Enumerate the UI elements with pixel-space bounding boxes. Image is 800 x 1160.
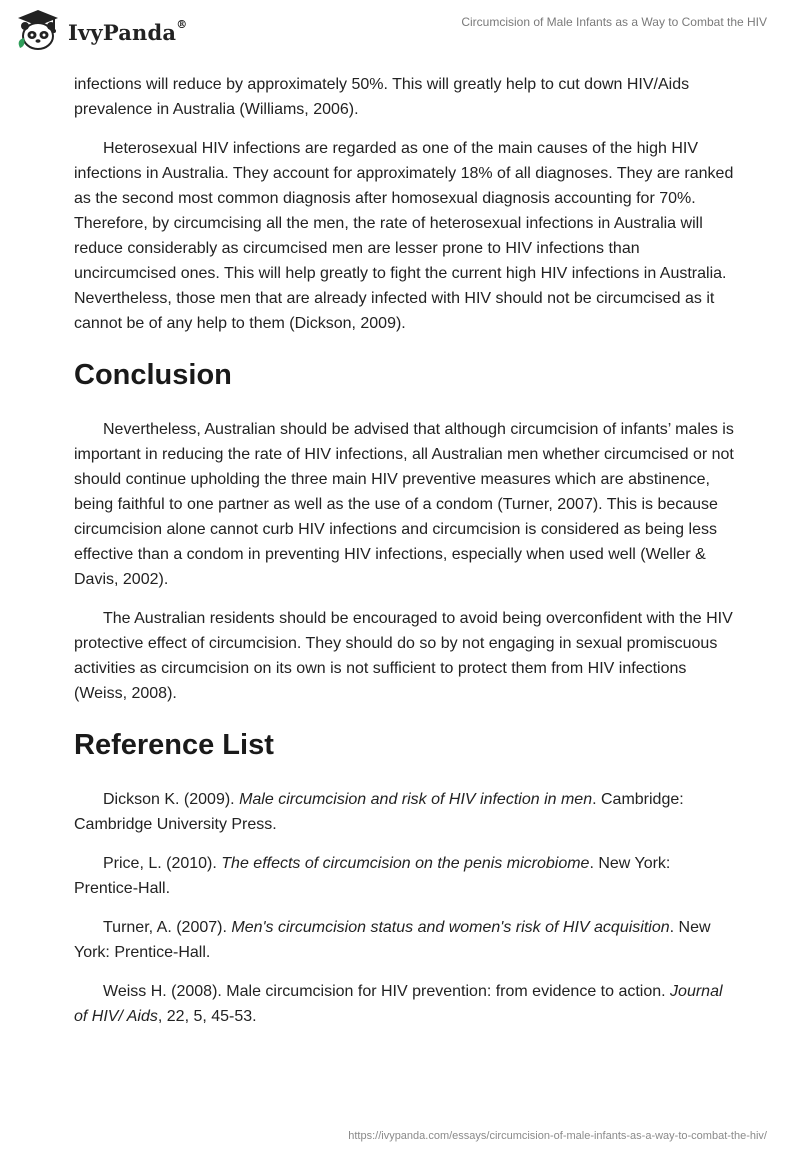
conclusion-heading: Conclusion [74, 359, 232, 391]
paragraph-heterosexual-infections: Heterosexual HIV infections are regarded as one of the main causes of the high HIV infections in Australia. They account for approximately 18% of all diagnoses. They are ranked as the second most common diagnosis after homosexual diagnosis accounting for 70%. Therefore, by circumcising all the men, the rate of heterosexual infections in Australia will reduce considerably as circumcised men are lesser prone to HIV infections than uncircumcised ones. This will help greatly to fight the current high HIV infections in Australia. Nevertheless, those men that are already infected with HIV should not be circumcised as it cannot be of any help to them (Dickson, 2009). [74, 140, 734, 332]
essay-content [74, 68, 734, 1043]
conclusion-paragraph-1: Nevertheless, Australian should be advised that although circumcision of infants’ males is important in reducing the rate of HIV infections, all Australian men whether circumcised or not should continue upholding the three main HIV preventive measures which are abstinence, being faithful to one partner as well as the use of a condom (Turner, 2007). This is because circumcision alone cannot curb HIV infections and circumcision is considered as being less effective than a condom in preventing HIV infections, especially when used well (Weller & Davis, 2002). [74, 421, 734, 588]
reference-item: Dickson K. (2009). Male circumcision and risk of HIV infection in men. Cambridge: Cambridge University Press. [74, 791, 684, 833]
brand-name: IvyPanda® [68, 17, 188, 45]
conclusion-paragraph-2: The Australian residents should be encouraged to avoid being overconfident with the HIV protective effect of circumcision. They should do so by not engaging in sexual promiscuous activities as circumcision on its own is not sufficient to protect them from HIV infections (Weiss, 2008). [74, 610, 733, 702]
footer-url-link[interactable]: https://ivypanda.com/essays/circumcision-of-male-infants-as-a-way-to-combat-the-hiv/ [348, 1130, 767, 1142]
reference-item: Price, L. (2010). The effects of circumcision on the penis microbiome. New York: Prentice-Hall. [74, 855, 671, 897]
reference-item: Turner, A. (2007). Men's circumcision status and women's risk of HIV acquisition. New York: Prentice-Hall. [74, 919, 711, 961]
paragraph-continuation: infections will reduce by approximately 50%. This will greatly help to cut down HIV/Aids prevalence in Australia (Williams, 2006). [74, 76, 690, 118]
reference-list-heading: Reference List [74, 729, 274, 761]
panda-graduate-icon [14, 8, 62, 52]
document-title: Circumcision of Male Infants as a Way to Combat the HIV [461, 15, 767, 29]
reference-item: Weiss H. (2008). Male circumcision for HIV prevention: from evidence to action. Journal of HIV/ Aids, 22, 5, 45-53. [74, 983, 723, 1025]
page-header [0, 0, 800, 66]
ivypanda-logo[interactable] [14, 8, 187, 52]
